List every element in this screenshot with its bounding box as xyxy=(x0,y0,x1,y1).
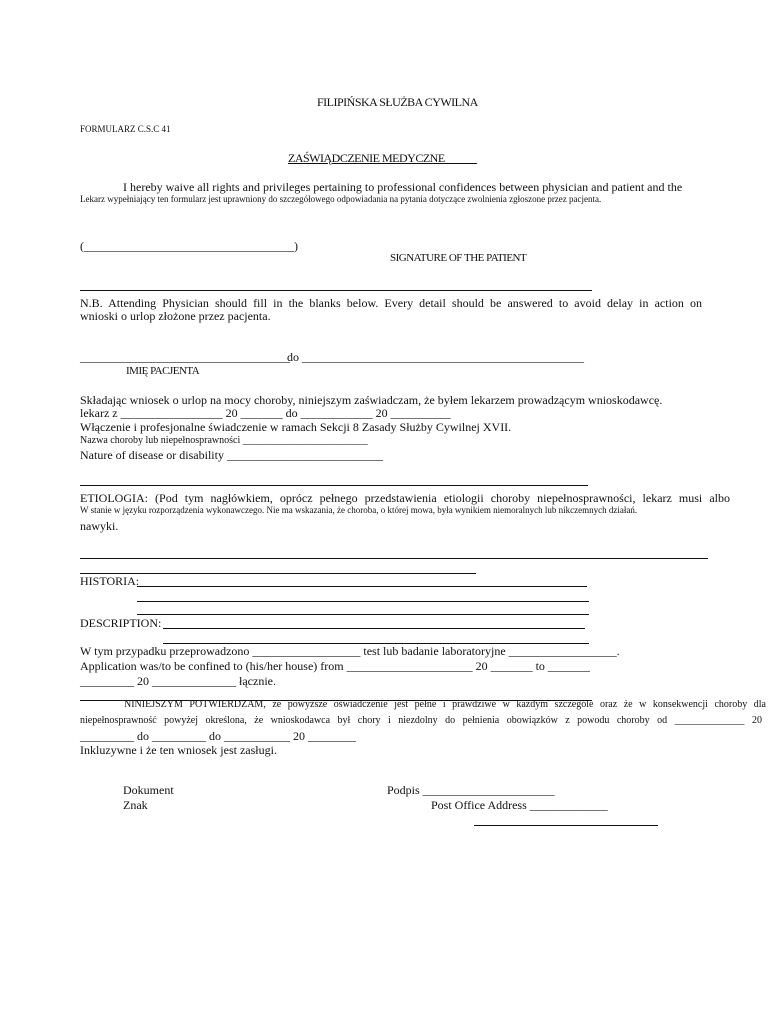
certification-end-line: Inkluzywne i że ten wniosek jest zasługi. xyxy=(80,743,277,757)
confinement-period-field[interactable]: Application was/to be confined to (his/her house) from _____________________ 20 _______ to _______ xyxy=(80,659,590,673)
nb-line-continued: wnioski o urlop złożone przez pacjenta. xyxy=(80,309,271,323)
form-number: FORMULARZ C.S.C 41 xyxy=(80,124,171,134)
etiology-blank-line[interactable] xyxy=(80,573,476,574)
certification-line[interactable]: niepełnosprawność powyżej określona, że wnioskodawca był chory i niezdolny do pełnienia obowiązków z powodu choroby od ______________ 20 xyxy=(80,715,762,726)
waiver-text-line: I hereby waive all rights and privileges pertaining to professional confidences between physician and patient and the xyxy=(123,180,683,194)
laboratory-test-field[interactable]: W tym przypadku przeprowadzono __________________ test lub badanie laboratoryjne __________________. xyxy=(80,644,620,658)
post-office-address-field[interactable]: Post Office Address _____________ xyxy=(431,798,608,812)
waiver-polish-line: Lekarz wypełniający ten formularz jest uprawniony do szczegółowego odpowiadania na pytania dotyczące zwolnienia zgłoszone przez pacjenta. xyxy=(80,194,602,204)
date-range-field[interactable]: lekarz z _________________ 20 _______ do ____________ 20 __________ xyxy=(80,406,451,420)
divider xyxy=(80,485,588,486)
nature-of-disease-field[interactable]: Nature of disease or disability __________________________ xyxy=(80,448,383,462)
description-blank-line[interactable] xyxy=(163,628,585,629)
patient-name-blank-right[interactable]: _______________________________________________ xyxy=(302,350,584,364)
patient-signature-label: SIGNATURE OF THE PATIENT xyxy=(390,252,527,264)
nb-line: N.B. Attending Physician should fill in the blanks below. Every detail should be answered to avoid delay in action on xyxy=(80,296,702,310)
disease-name-field[interactable]: Nazwa choroby lub niepełnosprawności _________________________ xyxy=(80,435,368,446)
address-blank-line[interactable] xyxy=(474,825,658,826)
page-title: FILIPIŃSKA SŁUŻBA CYWILNA xyxy=(317,95,478,109)
statement-line: Składając wniosek o urlop na mocy choroby, niniejszym zaświadczam, że byłem lekarzem prowadzącym wnioskodawcę. xyxy=(80,393,663,407)
dokument-label: Dokument xyxy=(123,783,174,797)
patient-name-blank[interactable]: ___________________________________ xyxy=(80,350,290,364)
etiology-line: ETIOLOGIA: (Pod tym nagłówkiem, oprócz pełnego przedstawienia etiologii choroby niepełnosprawności, lekarz musi albo xyxy=(80,491,730,505)
patient-signature-blank[interactable]: (___________________________________) xyxy=(80,239,298,253)
history-blank-line[interactable] xyxy=(137,614,589,615)
patient-name-label: IMIĘ PACJENTA xyxy=(126,365,200,377)
certification-date-field[interactable]: _________ do _________ do ___________ 20 ________ xyxy=(80,729,356,743)
etiology-note-line: W stanie w języku rozporządzenia wykonawczego. Nie ma wskazania, że choroba, o której mowa, była wynikiem niemoralnych lub nikczemnych działań. xyxy=(80,505,638,515)
history-blank-line[interactable] xyxy=(137,601,589,602)
history-blank-line[interactable] xyxy=(137,586,587,587)
document-heading: ZAŚWIĄDCZENIE MEDYCZNE _ _ _ _ xyxy=(288,151,477,165)
history-label: HISTORIA: xyxy=(80,574,140,588)
etiology-end-line: nawyki. xyxy=(80,519,119,533)
description-label: DESCRIPTION: xyxy=(80,616,162,630)
etiology-blank-line[interactable] xyxy=(80,558,708,559)
do-label: do xyxy=(287,350,299,364)
podpis-field[interactable]: Podpis ______________________ xyxy=(387,783,555,797)
statement-inclusion-line: Włączenie i profesjonalne świadczenie w ramach Sekcji 8 Zasady Służby Cywilnej XVII. xyxy=(80,420,512,434)
certification-line: NINIEJSZYM POTWIERDZAM, że powyższe oświadczenie jest pełne i prawdziwe w każdym szczególe oraz że w konsekwencji choroby dla xyxy=(124,699,766,710)
divider xyxy=(80,290,592,291)
confinement-total-field[interactable]: _________ 20 ______________ łącznie. xyxy=(80,674,276,688)
znak-label: Znak xyxy=(123,798,148,812)
